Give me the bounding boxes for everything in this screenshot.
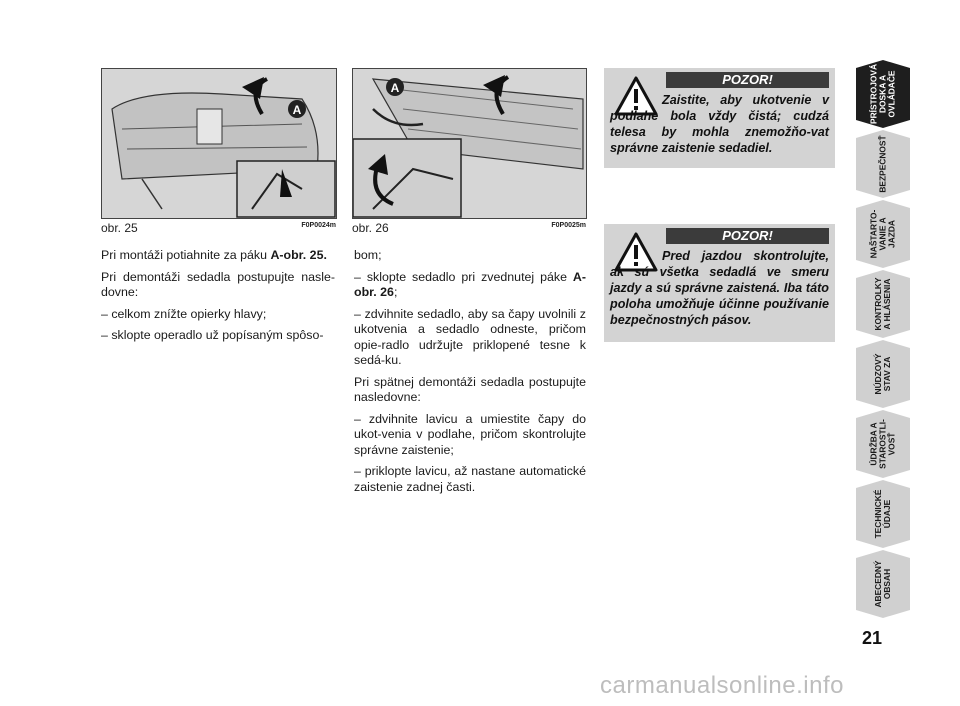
warning-box-1 [604, 68, 835, 168]
text-column-2 [354, 248, 586, 501]
warning-text: Zaistite, aby ukotvenie v podlahe bola vždy čistá; cudzá telesa by mohla znemožňo-vat správne zaistenie sedadiel. [610, 93, 829, 155]
seat-hinge-illustration [353, 69, 586, 218]
paragraph: – zdvihnite sedadlo, aby sa čapy uvolnili z ukotvenia a sedadlo odneste, pričom opie-radlo udržujte priklopené tesne k sedá-ku. [354, 306, 586, 367]
paragraph: – sklopte sedadlo pri zvednutej páke A-obr. 26; [354, 269, 586, 299]
figure-code: F0P0024m [301, 222, 336, 229]
svg-text:A: A [292, 103, 302, 117]
tab-kontrolky[interactable]: KONTROLKY A HLÁSENIA [856, 270, 910, 338]
paragraph: bom; [354, 248, 382, 262]
paragraph: – sklopte operadlo už popísaným spôso- [101, 328, 324, 342]
svg-text:A: A [390, 81, 400, 95]
figure-code: F0P0025m [551, 222, 586, 229]
warning-box-2 [604, 224, 835, 342]
warning-text: Pred jazdou skontrolujte, ak sú všetka sedadlá ve smeru jazdy a sú správne zaistená. Iba táto poloha umožňuje účinne používanie bezpečnostných pásov. [610, 249, 829, 327]
tab-bezpecnost[interactable]: BEZPEČNOSŤ [856, 130, 910, 198]
text-column-1 [101, 248, 335, 350]
paragraph: – zdvihnite lavicu a umiestite čapy do ukot-venia v podlahe, pričom skontrolujte správne zaistenie; [354, 411, 586, 457]
tab-nudzovy-stav[interactable]: NÚDZOVÝ STAV ZA [856, 340, 910, 408]
paragraph: – celkom znížte opierky hlavy; [101, 306, 267, 321]
paragraph: Pri montáži potiahnite za páku A-obr. 25. [101, 248, 327, 262]
tab-udrzba[interactable]: ÚDRŽBA A STAROSTLI- VOSŤ [856, 410, 910, 478]
figure-25-image [101, 68, 337, 219]
seat-lever-illustration [102, 69, 336, 218]
paragraph: Pri spätnej demontáži sedadla postupujte nasledovne: [354, 374, 586, 404]
tab-pristrojova-doska[interactable]: PRÍSTROJOVÁ DOSKA A OVLÁDAČE [856, 60, 910, 128]
tab-technicke-udaje[interactable]: TECHNICKÉ ÚDAJE [856, 480, 910, 548]
page-number: 21 [862, 628, 883, 648]
watermark: carmanualsonline.info [600, 672, 844, 699]
figure-26-image [352, 68, 587, 219]
tab-nastartovanie[interactable]: NAŠTARTO- VANIE A JAZDA [856, 200, 910, 268]
figure-label: obr. 26 [352, 221, 389, 235]
figure-25-caption [101, 221, 336, 237]
warning-title: POZOR! [666, 228, 829, 244]
paragraph: – priklopte lavicu, až nastane automatické zaistenie zadnej časti. [354, 464, 586, 494]
paragraph: Pri demontáži sedadla postupujte nasle-dovne: [101, 269, 335, 299]
figure-26-caption [352, 221, 586, 237]
figure-label: obr. 25 [101, 221, 138, 235]
tab-abecedny-obsah[interactable]: ABECEDNÝ OBSAH [856, 550, 910, 618]
warning-title: POZOR! [666, 72, 829, 88]
